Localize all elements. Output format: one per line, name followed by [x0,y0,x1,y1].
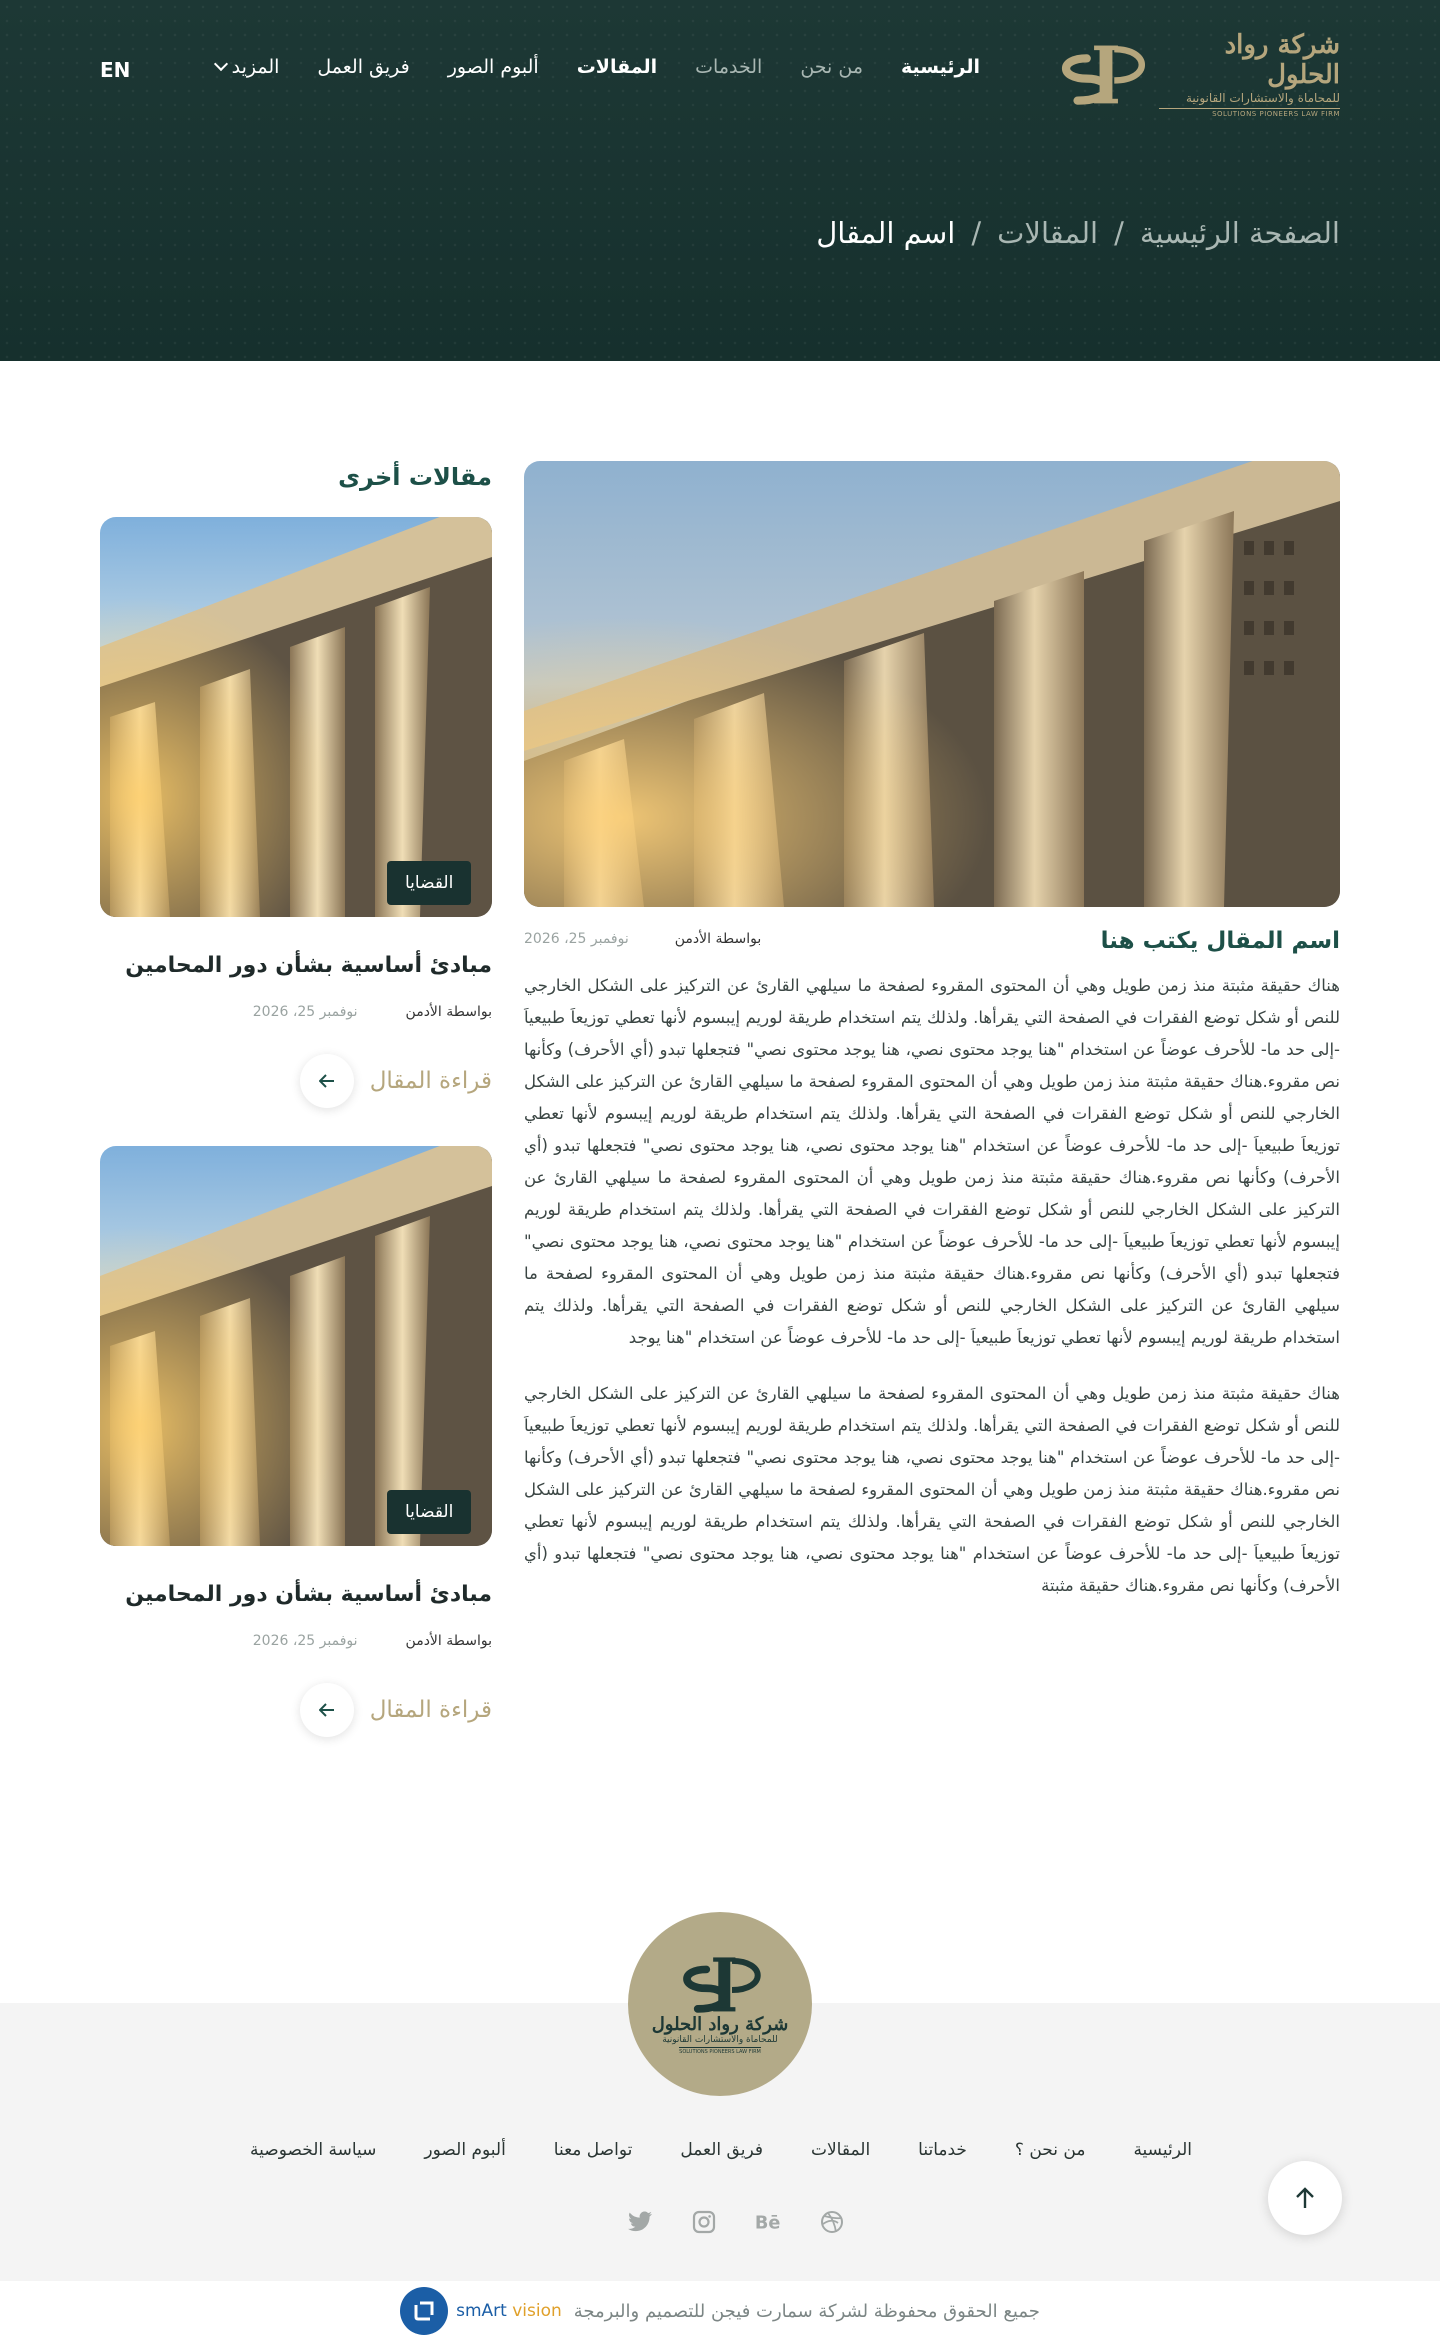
article-author: بواسطة الأدمن [674,931,762,947]
card-author: بواسطة الأدمن [405,1633,492,1649]
footer-logo-name: شركة رواد الحلول [651,2013,789,2035]
svg-text:Bē: Bē [754,2213,781,2233]
scroll-to-top-button[interactable] [1268,2161,1342,2235]
footer-link-team[interactable]: فريق العمل [680,2140,763,2160]
agency-name [456,2301,562,2321]
smart-vision-logo-icon [400,2287,448,2335]
nav-menu [216,56,980,78]
nav-articles[interactable]: المقالات [576,56,658,78]
logo-name: شركة رواد الحلول [1224,30,1340,90]
read-more-label: قراءة المقال [369,1068,492,1094]
card-title[interactable]: مبادئ أساسية بشأن دور المحامين [125,953,492,978]
article-card[interactable] [100,1146,492,1737]
article-meta [524,931,761,947]
columns-photo-icon [100,517,492,917]
read-more-link[interactable] [100,1054,492,1108]
breadcrumb-current: اسم المقال [816,216,956,250]
chevron-down-icon [214,57,228,71]
twitter-icon[interactable] [626,2208,654,2236]
footer-link-contact[interactable]: تواصل معنا [553,2140,633,2160]
footer-link-articles[interactable]: المقالات [810,2140,871,2160]
breadcrumb [816,216,1340,250]
card-meta [100,1004,492,1020]
arrow-left-icon [300,1054,354,1108]
footer-logo-subtitle: للمحاماة والاستشارات القانونية [662,2034,778,2045]
article-title: اسم المقال يكتب هنا [1100,928,1340,954]
copyright-text: جميع الحقوق محفوظة لشركة سمارت فيجن للتصميم والبرمجة [573,2300,1040,2322]
copyright-bar [0,2281,1440,2341]
nav-team[interactable]: فريق العمل [317,56,410,78]
nav-services[interactable]: الخدمات [695,56,763,78]
behance-icon[interactable] [754,2208,782,2236]
footer-link-gallery[interactable]: ألبوم الصور [424,2140,506,2160]
card-image [100,517,492,917]
social-links [626,2208,846,2236]
dribbble-icon[interactable] [818,2208,846,2236]
nav-home[interactable]: الرئيسية [901,56,980,78]
read-more-label: قراءة المقال [369,1697,492,1723]
article-body [524,970,1340,1626]
footer-link-home[interactable]: الرئيسية [1133,2140,1192,2160]
breadcrumb-home[interactable]: الصفحة الرئيسية [1139,216,1340,250]
instagram-icon[interactable] [690,2208,718,2236]
nav-about[interactable]: من نحن [800,56,864,78]
language-switch[interactable]: EN [100,58,131,82]
card-title[interactable]: مبادئ أساسية بشأن دور المحامين [125,1582,492,1607]
site-logo[interactable] [1050,30,1340,118]
agency-suffix: vision [512,2301,562,2321]
breadcrumb-separator: / [1114,216,1124,250]
footer-logo[interactable] [628,1912,812,2096]
footer-nav [250,2140,1192,2160]
article-paragraph: هناك حقيقة مثبتة منذ زمن طويل وهي أن المحتوى المقروء لصفحة ما سيلهي القارئ عن التركيز على الشكل الخارجي للنص أو شكل توضع الفقرات في الصفحة التي يقرأها. ولذلك يتم استخدام طريقة لوريم إيبسوم لأنها تعطي توزيعاَ طبيعياَ -إلى حد ما- للأحرف عوضاً عن استخدام "هنا يوجد محتوى نصي، هنا يوجد محتوى نصي" فتجعلها تبدو (أي الأحرف) وكأنها نص مقروء.هناك حقيقة مثبتة منذ زمن طويل وهي أن المحتوى المقروء لصفحة ما سيلهي القارئ عن التركيز على الشكل الخارجي للنص أو شكل توضع الفقرات في الصفحة التي يقرأها. ولذلك يتم استخدام طريقة لوريم إيبسوم لأنها تعطي توزيعاَ طبيعياَ -إلى حد ما- للأحرف عوضاً عن استخدام "هنا يوجد محتوى نصي، هنا يوجد محتوى نصي" فتجعلها تبدو (أي الأحرف) وكأنها نص مقروء.هناك حقيقة مثبتة منذ زمن طويل وهي أن المحتوى المقروء لصفحة ما سيلهي القارئ عن التركيز على الشكل الخارجي للنص أو شكل توضع الفقرات في الصفحة التي يقرأها. ولذلك يتم استخدام طريقة لوريم إيبسوم لأنها تعطي توزيعاَ طبيعياَ -إلى حد ما- للأحرف عوضاً عن استخدام "هنا يوجد محتوى نصي، هنا يوجد محتوى نصي" فتجعلها تبدو (أي الأحرف) وكأنها نص مقروء.هناك حقيقة مثبتة منذ زمن طويل وهي أن المحتوى المقروء لصفحة ما سيلهي القارئ عن التركيز على الشكل الخارجي للنص أو شكل توضع الفقرات في الصفحة التي يقرأها. ولذلك يتم استخدام طريقة لوريم إيبسوم لأنها تعطي توزيعاَ طبيعياَ -إلى حد ما- للأحرف عوضاً عن استخدام "هنا يوجد [524,976,1340,1347]
columns-photo-icon [524,461,1340,907]
logo-english: SOLUTIONS PIONEERS LAW FIRM [1159,108,1340,118]
breadcrumb-articles[interactable]: المقالات [997,216,1099,250]
breadcrumb-separator: / [971,216,982,250]
card-meta [100,1633,492,1649]
footer-link-services[interactable]: خدماتنا [918,2140,967,2160]
card-author: بواسطة الأدمن [405,1004,492,1020]
columns-photo-icon [100,1146,492,1546]
logo-mark-icon [665,1954,775,2014]
category-tag[interactable]: القضايا [387,1490,471,1534]
arrow-left-icon [300,1683,354,1737]
other-articles-title: مقالات أخرى [338,463,492,491]
article-image [524,461,1340,907]
main-nav [100,30,1340,118]
footer-logo-english: SOLUTIONS PIONEERS LAW FIRM [679,2048,761,2055]
arrow-up-icon [1295,2187,1315,2209]
nav-gallery[interactable]: ألبوم الصور [447,56,539,78]
logo-text [1159,30,1340,118]
category-tag[interactable]: القضايا [387,861,471,905]
logo-mark-icon [1050,39,1153,109]
article-date: نوفمبر 25، 2026 [524,931,629,947]
footer-link-about[interactable]: من نحن ؟ [1014,2140,1086,2160]
card-date: نوفمبر 25، 2026 [252,1633,358,1649]
page-header [0,0,1440,361]
article-paragraph: هناك حقيقة مثبتة منذ زمن طويل وهي أن المحتوى المقروء لصفحة ما سيلهي القارئ عن التركيز على الشكل الخارجي للنص أو شكل توضع الفقرات في الصفحة التي يقرأها. ولذلك يتم استخدام طريقة لوريم إيبسوم لأنها تعطي توزيعاَ طبيعياَ -إلى حد ما- للأحرف عوضاً عن استخدام "هنا يوجد محتوى نصي، هنا يوجد محتوى نصي" فتجعلها تبدو (أي الأحرف) وكأنها نص مقروء.هناك حقيقة مثبتة منذ زمن طويل وهي أن المحتوى المقروء لصفحة ما سيلهي القارئ عن التركيز على الشكل الخارجي للنص أو شكل توضع الفقرات في الصفحة التي يقرأها. ولذلك يتم استخدام طريقة لوريم إيبسوم لأنها تعطي توزيعاَ طبيعياَ -إلى حد ما- للأحرف عوضاً عن استخدام "هنا يوجد محتوى نصي، هنا يوجد محتوى نصي" فتجعلها تبدو (أي الأحرف) وكأنها نص مقروء.هناك حقيقة مثبتة [524,1384,1340,1595]
nav-more-label: المزيد [231,56,280,78]
nav-more[interactable] [216,56,280,78]
agency-prefix: smArt [456,2301,507,2321]
card-image [100,1146,492,1546]
footer-link-privacy[interactable]: سياسة الخصوصية [250,2140,377,2160]
card-date: نوفمبر 25، 2026 [252,1004,358,1020]
logo-subtitle: للمحاماة والاستشارات القانونية [1185,91,1340,105]
article-card[interactable] [100,517,492,1108]
read-more-link[interactable] [100,1683,492,1737]
agency-logo[interactable] [400,2287,562,2335]
